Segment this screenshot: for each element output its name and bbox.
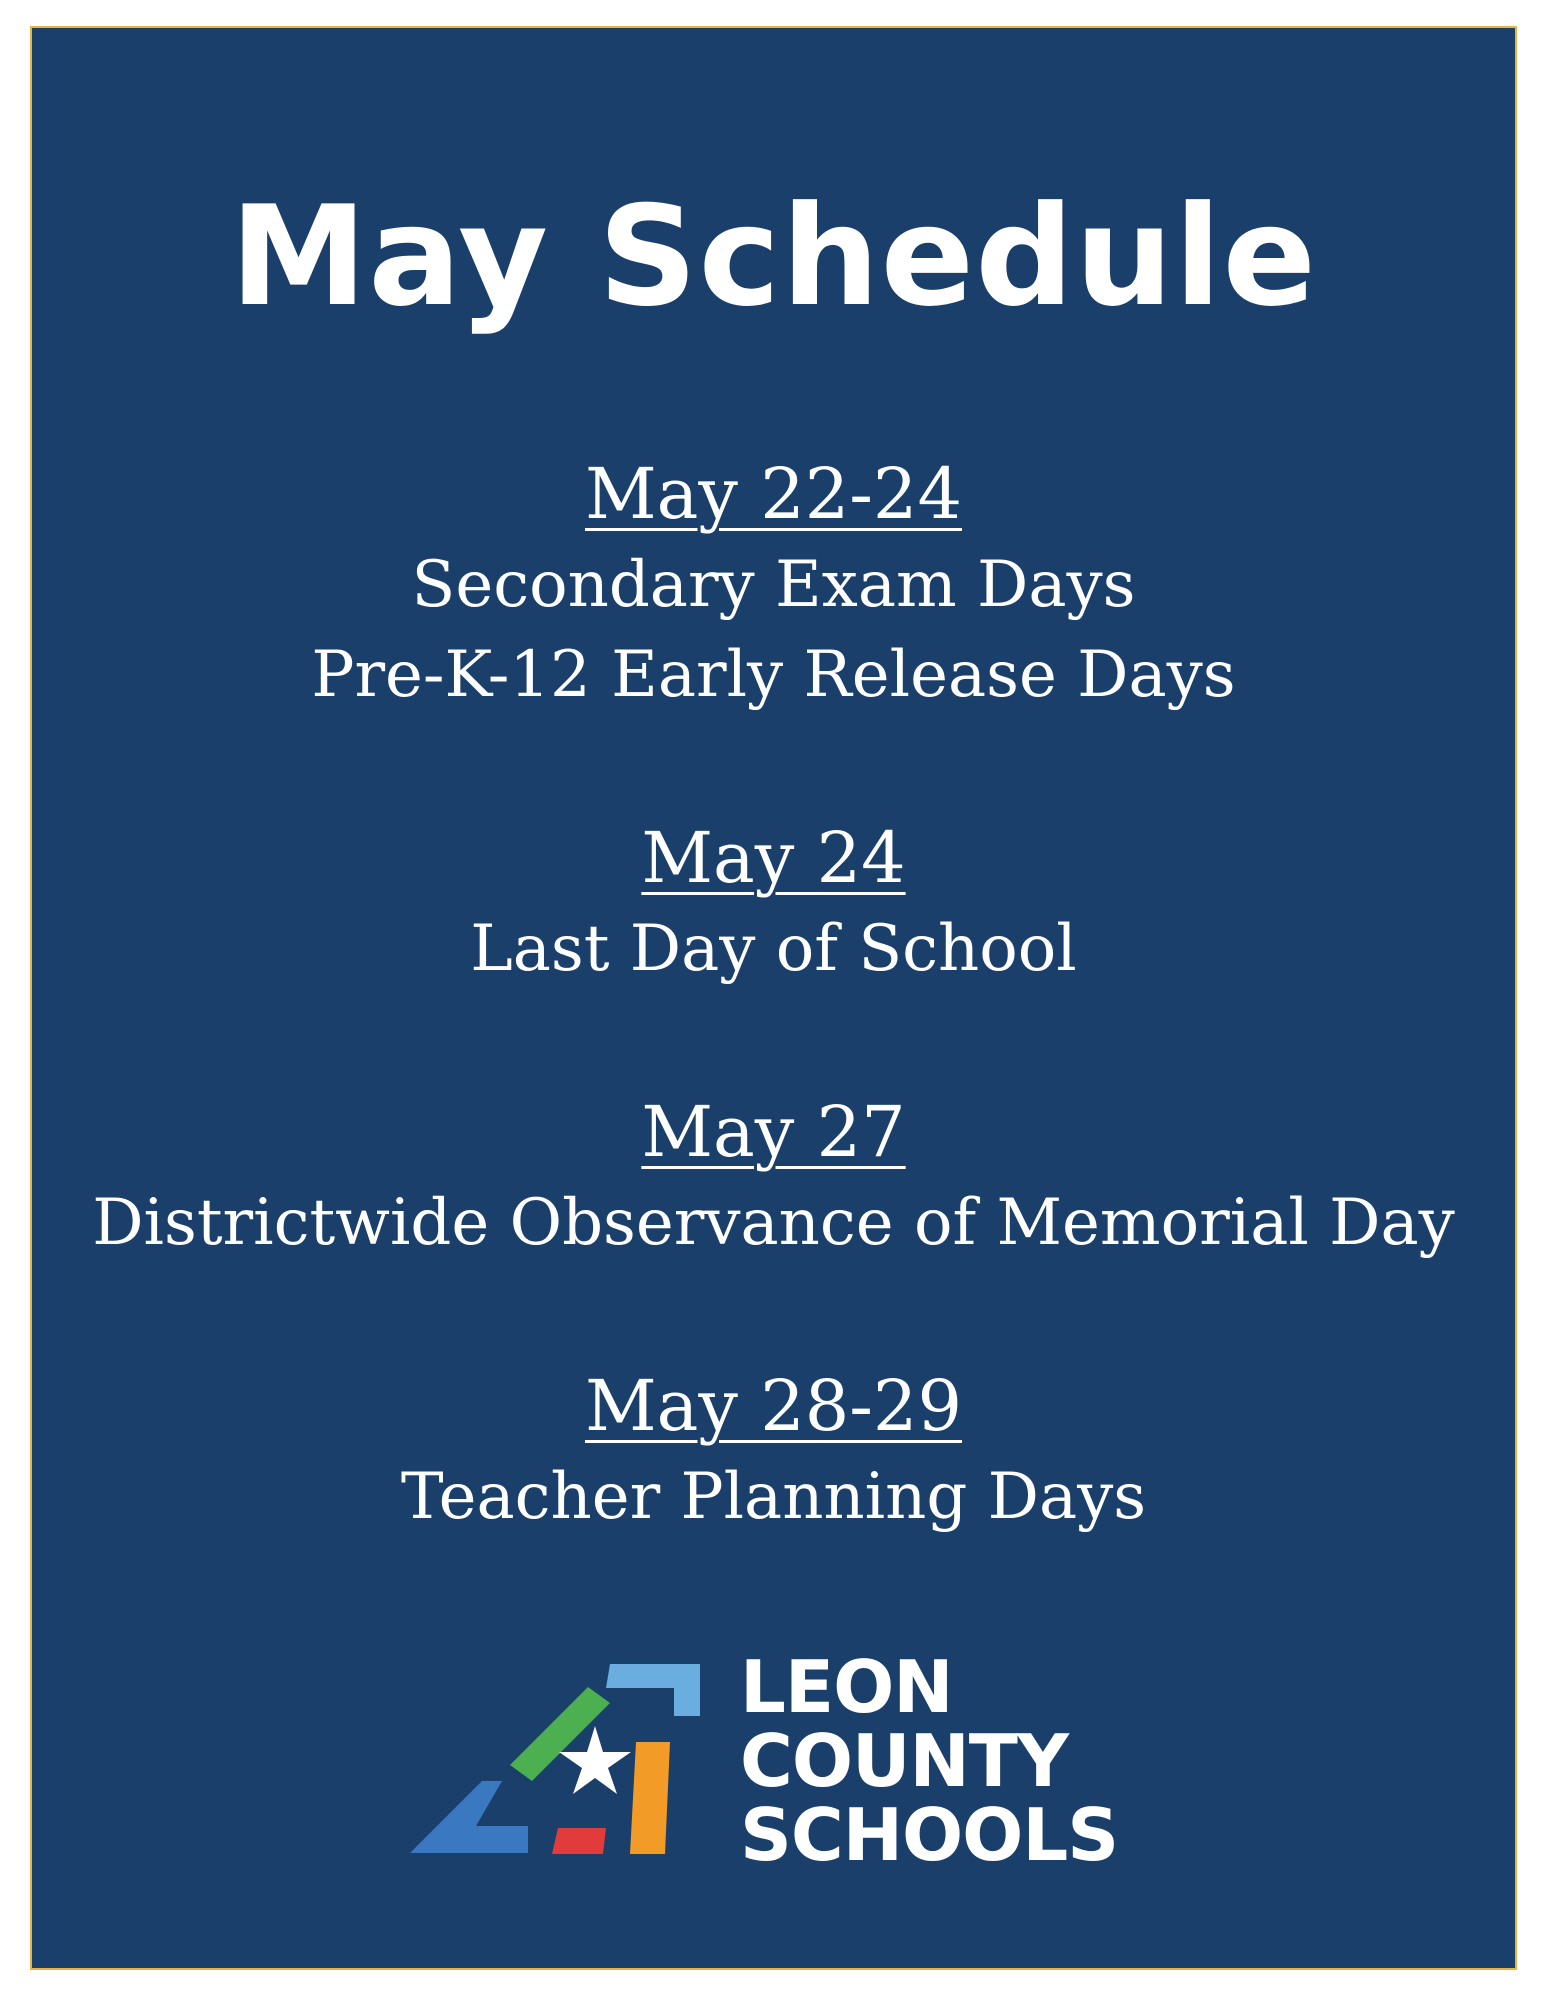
logo-blue-shape [410, 1781, 528, 1853]
event-list [32, 448, 1515, 1634]
event-item [32, 1360, 1515, 1542]
event-description: Districtwide Observance of Memorial Day [92, 1186, 1455, 1260]
event-description: Pre-K-12 Early Release Days [311, 638, 1236, 712]
logo-text-line: LEON [740, 1645, 953, 1729]
event-item [32, 1086, 1515, 1268]
page-title: May Schedule [229, 176, 1318, 337]
logo-text-line: COUNTY [740, 1719, 1069, 1803]
logo-mark-icon [410, 1648, 720, 1878]
logo-orange-shape [630, 1742, 670, 1854]
logo-wordmark [740, 1645, 1119, 1877]
logo-lightblue-shape [606, 1664, 700, 1716]
event-description: Secondary Exam Days [411, 548, 1136, 622]
event-description: Last Day of School [470, 912, 1077, 986]
event-item [32, 812, 1515, 994]
schedule-poster [30, 26, 1517, 1970]
leon-county-schools-logo [410, 1645, 1150, 1878]
event-item [32, 448, 1515, 720]
event-date: May 22-24 [584, 453, 962, 535]
event-date: May 27 [641, 1091, 906, 1173]
event-date: May 28-29 [584, 1365, 962, 1447]
logo-red-shape [552, 1828, 606, 1854]
logo-text-line: SCHOOLS [740, 1793, 1119, 1877]
event-description: Teacher Planning Days [400, 1460, 1147, 1534]
event-date: May 24 [641, 817, 906, 899]
